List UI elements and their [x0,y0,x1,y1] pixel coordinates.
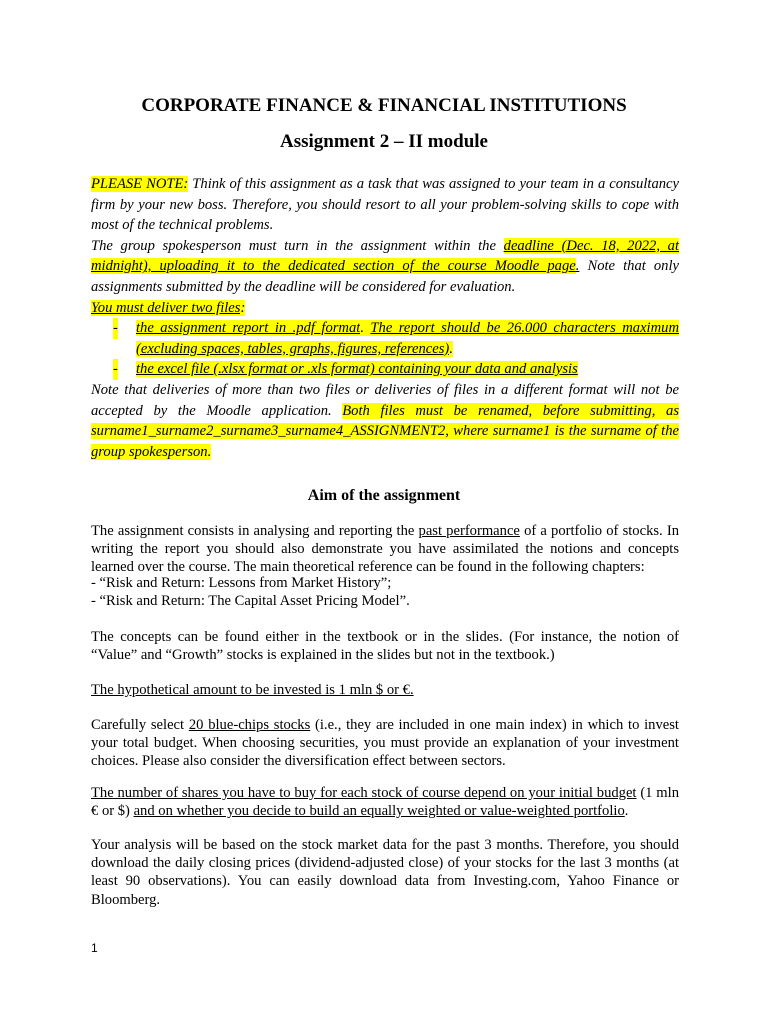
aim-paragraph-1 [91,522,679,577]
aim-paragraph-4 [91,716,679,771]
chapter-item: - “Risk and Return: Lessons from Market History”; [91,575,392,591]
deliverable-sep: . [360,320,371,337]
page-title: CORPORATE FINANCE & FINANCIAL INSTITUTIONS [141,95,627,116]
deliveries-text: Note that deliveries of more than two files or deliveries of files in a different format will not be accepted by the Moodle application. [91,381,679,419]
aim-paragraph-5 [91,784,679,820]
note-paragraph-deadline [91,236,679,298]
deliverable-report-limit: The report should be 26.000 characters maximum (excluding spaces, tables, graphs, figures, references) [136,320,679,357]
note-paragraph-deliver [91,298,679,319]
aim-p5-underline-2: and on whether you decide to build an equally weighted or value-weighted portfolio [133,803,625,820]
aim-p2-text: The concepts can be found either in the textbook or in the slides. (For instance, the notion of “Value” and “Growth” stocks is explained in the slides but not in the textbook.) [91,629,679,664]
aim-p5-underline-1: The number of shares you have to buy for each stock of course depend on your initial budget [91,785,637,801]
deadline-highlight: deadline (Dec. 18, 2022, at midnight), uploading it to the dedicated section of the course Moodle page [91,237,680,275]
amount-statement: The hypothetical amount to be invested is 1 mln $ or €. [91,682,414,698]
please-note-section [91,174,679,462]
note-text: Think of this assignment as a task that was assigned to your team in a consultancy firm by your new boss. Therefore, you should resort to all your problem-solving skills to cope with most of the technical problems. [91,176,679,234]
deadline-tail: Note that only assignments submitted by the deadline will be considered for evaluation. [91,258,679,295]
deliverable-report: the assignment report in .pdf format [136,320,361,337]
rename-highlight: Both files must be renamed, before submitting, as surname1_surname2_surname3_surname4_ASSIGNMENT2, where surname1 is the surname of the group spokesperson. [91,402,679,460]
page-number: 1 [91,941,98,955]
aim-paragraph-3 [91,681,679,699]
deadline-intro: The group spokesperson must turn in the assignment within the [91,237,504,254]
list-dash: - [113,318,118,339]
page-subtitle: Assignment 2 – II module [280,131,488,152]
aim-p6-text: Your analysis will be based on the stock market data for the past 3 months. Therefore, you should download the daily closing prices (dividend-adjusted close) of your stocks for the last 3 months (at least 90 observations). You can easily download data from Investing.com, Yahoo Finance or Bloomberg. [91,837,679,908]
chapter-list [91,574,679,610]
aim-p1-intro: The assignment consists in analysing and reporting the [91,523,419,539]
aim-p4-underline: 20 blue-chips stocks [188,717,311,733]
aim-p5-end: . [624,803,629,820]
aim-p4-intro: Carefully select [91,717,189,733]
note-paragraph-deliveries [91,380,679,462]
aim-heading: Aim of the assignment [307,487,461,504]
deliver-colon: : [240,299,246,316]
aim-paragraph-6 [91,836,679,909]
deliver-highlight: You must deliver two files [91,299,241,316]
aim-p1-underline: past performance [418,523,520,539]
list-item [91,359,679,380]
aim-paragraph-2 [91,628,679,664]
aim-p5-mid: (1 mln € or $) [91,785,679,820]
deliverables-list [91,318,679,380]
note-paragraph-1 [91,174,679,236]
list-item [91,318,679,359]
deliverable-end: . [449,340,453,357]
chapter-item: - “Risk and Return: The Capital Asset Pricing Model”. [91,593,410,610]
aim-p1-rest: of a portfolio of stocks. In writing the report you should also demonstrate you have assimilated the notions and concepts learned over the course. The main theoretical reference can be found in the following chapters: [91,523,680,576]
list-dash: - [113,359,118,380]
deliverable-excel: the excel file (.xlsx format or .xls format) containing your data and analysis [136,361,578,378]
deadline-dot: . [575,258,580,275]
aim-p4-rest: (i.e., they are included in one main index) in which to invest your total budget. When choosing securities, you must provide an explanation of your investment choices. Please also consider the diversification effect between sectors. [91,717,679,770]
note-label: PLEASE NOTE: [91,176,189,192]
